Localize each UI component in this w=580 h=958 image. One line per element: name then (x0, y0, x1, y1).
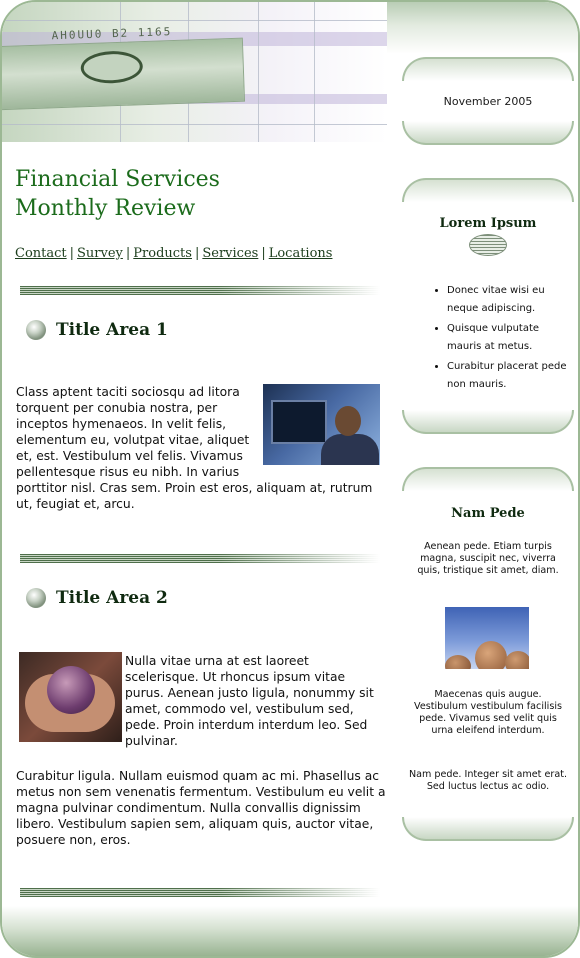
nav-link-locations[interactable]: Locations (268, 246, 333, 261)
nav-link-services[interactable]: Services (202, 246, 259, 261)
header-banner-image (2, 2, 387, 142)
banknote-seal-icon (80, 50, 143, 84)
section-divider (20, 554, 380, 563)
banknote-text: AH0UU0 B2 1165 (51, 25, 173, 43)
sidebar-nampede-text-2: Maecenas quis augue. Vestibulum vestibulum facilisis pede. Vivamus sed velit quis urna eleifend interdum. (414, 689, 562, 736)
nav-links: Contact | Survey | Products | Services | Locations (15, 246, 333, 261)
section-2-paragraph-2: Curabitur ligula. Nullam euismod quam ac mi. Phasellus ac metus non sem venenatis fermentum. Vestibulum eu velit a magna pulvinar condimentum. Nulla convallis dignissim libero. Vestibulum sapien sem, aliquam quis, auctor vitae, posuere non, eros. (16, 769, 386, 847)
sidebar-lorem-panel (402, 178, 574, 434)
sidebar-nampede-text-1: Aenean pede. Etiam turpis magna, suscipit nec, viverra quis, tristique sit amet, diam. (417, 541, 559, 576)
issue-date: November 2005 (443, 95, 533, 108)
page-title-line1: Financial Services (15, 167, 220, 192)
sidebar-nampede-title: Nam Pede (451, 506, 525, 521)
section-divider (20, 286, 380, 295)
section-1-paragraph: Class aptent taciti sociosqu ad litora torquent per conubia nostra, per inceptos hymenaeos. In velit felis, elementum eu, volutpat vitae, aliquet et, est. Vestibulum vel felis. Vivamus pellentesque risus eu nibh. In varius porttitor nisl. Cras sem. Proin est eros, aliquam at, rutrum ut, feugiat et, arcu. (16, 385, 373, 511)
list-item: • Quisque vulputate mauris at metus. (447, 320, 575, 356)
sidebar-lorem-title: Lorem Ipsum (439, 216, 537, 231)
page-title (15, 165, 220, 223)
list-item: • Donec vitae wisi eu neque adipiscing. (447, 282, 575, 318)
circle-bullet-icon (26, 588, 46, 608)
section-1-title: Title Area 1 (56, 320, 168, 340)
sidebar-nampede-panel (402, 467, 574, 841)
sky-rocks-photo (445, 607, 529, 669)
nav-link-contact[interactable]: Contact (15, 246, 67, 261)
sidebar-nampede-text-3: Nam pede. Integer sit amet erat. Sed luctus lectus ac odio. (408, 769, 568, 792)
circle-bullet-icon (26, 320, 46, 340)
sidebar-lorem-list (429, 282, 575, 396)
section-2-heading (26, 588, 168, 608)
section-2-title: Title Area 2 (56, 588, 168, 608)
section-2-paragraph-1: Nulla vitae urna at est laoreet scelerisque. Ut rhoncus ipsum vitae purus. Aenean justo ligula, nonummy sit amet, commodo vel, vestibulum sed, pede. Proin interdum interdum leo. Sed pulvinar. (125, 654, 374, 748)
hands-globe-photo (19, 652, 122, 742)
section-1-heading (26, 320, 168, 340)
page-title-line2: Monthly Review (15, 196, 196, 221)
banknote-image (2, 25, 245, 111)
nav-link-survey[interactable]: Survey (77, 246, 123, 261)
list-item: • Curabitur placerat pede non mauris. (447, 358, 575, 394)
sidebar-date-panel (402, 57, 574, 145)
coil-icon (469, 234, 507, 256)
bottom-band (2, 906, 578, 956)
section-divider (20, 888, 380, 897)
nav-link-products[interactable]: Products (133, 246, 192, 261)
